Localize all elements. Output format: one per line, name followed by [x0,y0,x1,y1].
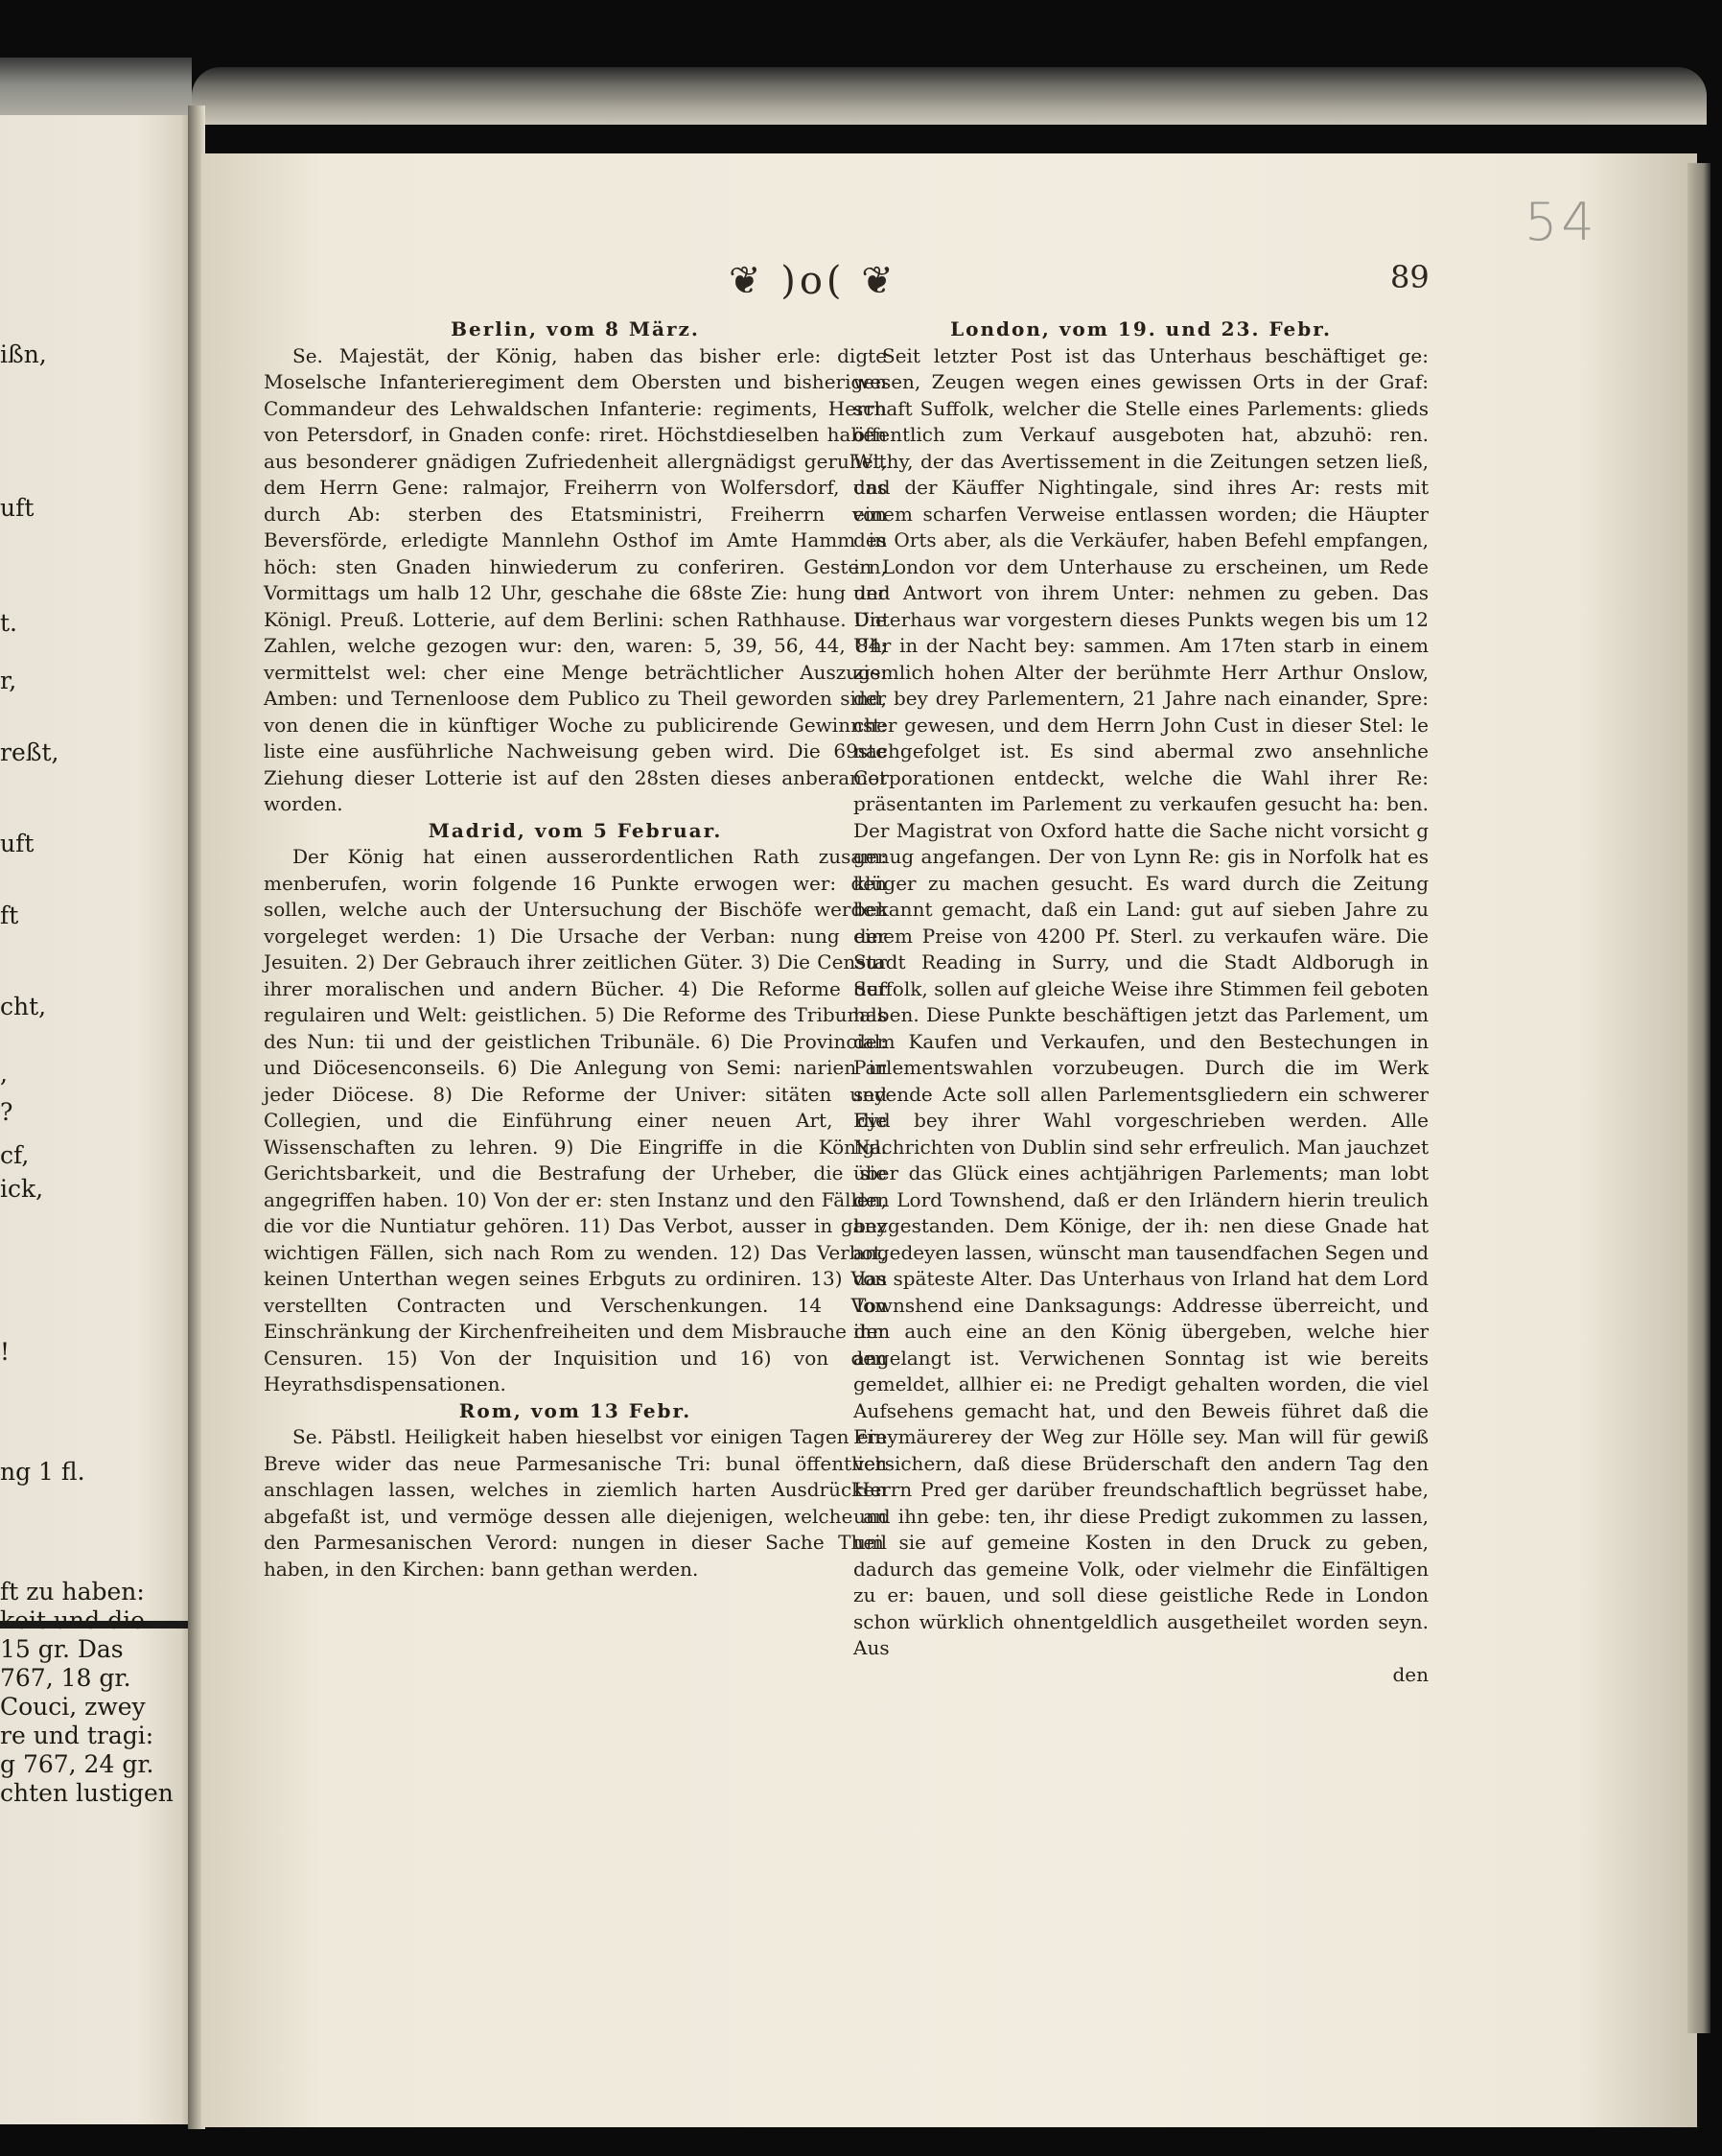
left-fragment: , [0,1060,8,1088]
left-fragment: r, [0,667,17,694]
left-fragment: reßt, [0,738,59,766]
left-fragment: ft [0,902,19,929]
article-heading: London, vom 19. und 23. Febr. [950,317,1332,340]
left-fragment: ft zu haben: [0,1578,145,1605]
previous-page-fragment [0,115,197,2124]
left-fragment: ißn, [0,340,47,368]
page-number: 89 [1390,259,1430,295]
left-fragment: keit und die [0,1606,145,1634]
left-fragment: ick, [0,1175,44,1203]
left-fragment: uft [0,830,35,857]
left-fragment: uft [0,494,35,522]
left-fragment: ? [0,1098,13,1126]
article-body: Se. Päbstl. Heiligkeit haben hieselbst vor einigen Tagen ein Breve wider das neue Parmesanische Tri: bunal öffentlich anschlagen lassen, welches in ziemlich harten Ausdrücken abgefaßt ist, und vermöge dessen alle diejenigen, welche an den Parmesanischen Verord: nungen in dieser Sache Theil haben, in den Kirchen: bann gethan werden. [264,1425,887,1581]
book-edge-top [192,67,1707,125]
article-body: Der König hat einen ausserordentlichen Rath zusam: menberufen, worin folgende 16 Punkte erwogen wer: den sollen, welche auch der Untersuchung der Bischöfe werden vorgeleget werden: 1) Die Ursache der Verban: nung der Jesuiten. 2) Der Gebrauch ihrer zeitlichen Güter. 3) Die Censur ihrer moralischen und andern Bücher. 4) Die Reforme der regulairen und Welt: geistlichen. 5) Die Reforme des Tribunals des Nun: tii und der geistlichen Tribunäle. 6) Die Provincial: und Diöcesenconseils. 6) Die Anlegung von Semi: narien in jeder Diöcese. 8) Die Reforme der Univer: sitäten und Collegien, und die Einführung einer neuen Art, die Wissenschaften zu lehren. 9) Die Eingriffe in die Königl. Gerichtsbarkeit, und die Bestrafung der Urheber, die sie angegriffen haben. 10) Von der er: sten Instanz und den Fällen, die vor die Nuntiatur gehören. 11) Das Verbot, ausser in ganz wichtigen Fällen, sich nach Rom zu wenden. 12) Das Verbot, keinen Unterthan wegen seines Erbguts zu ordiniren. 13) Von verstellten Contracten und Verschenkungen. 14 Von Einschränkung der Kirchenfreiheiten und dem Misbrauche der Censuren. 15) Von der Inquisition und 16) von den Heyrathsdispensationen. [264,845,887,1395]
left-fragment: ng 1 fl. [0,1458,85,1486]
left-fragment: 767, 18 gr. [0,1664,131,1692]
article-heading: Madrid, vom 5 Februar. [428,818,723,842]
page-edge-right [1687,163,1710,2033]
left-column [264,316,887,1582]
left-fragment: re und tragi: [0,1722,154,1749]
left-fragment: 15 gr. Das [0,1635,124,1663]
right-column [853,316,1429,1688]
article-body: Seit letzter Post ist das Unterhaus beschäftiget ge: wesen, Zeugen wegen eines gewissen Orts in der Graf: schaft Suffolk, welcher die Stelle eines Parlements: glieds öffentlich zum Verkauf ausgeboten hat, abzuhö: ren. Withy, der das Avertissement in die Zeitungen setzen ließ, und der Käuffer Nightingale, sind ihres Ar: rests mit einem scharfen Verweise entlassen worden; die Häupter des Orts aber, als die Verkäufer, haben Befehl empfangen, in London vor dem Unterhause zu erscheinen, um Rede und Antwort von ihrem Unter: nehmen zu geben. Das Unterhaus war vorgestern dieses Punkts wegen bis um 12 Uhr in der Nacht bey: sammen. Am 17ten starb in einem ziemlich hohen Alter der berühmte Herr Arthur Onslow, der bey drey Parlementern, 21 Jahre nach einander, Spre: cher gewesen, und dem Herrn John Cust in dieser Stel: le nachgefolget ist. Es sind abermal zwo ansehnliche Corporationen entdeckt, welche die Wahl ihrer Re: präsentanten im Parlement zu verkaufen gesucht ha: ben. Der Magistrat von Oxford hatte die Sache nicht vorsicht g genug angefangen. Der von Lynn Re: gis in Norfolk hat es klüger zu machen gesucht. Es ward durch die Zeitung bekannt gemacht, daß ein Land: gut auf sieben Jahre zu einem Preise von 4200 Pf. Sterl. zu verkaufen wäre. Die Stadt Reading in Surry, und die Stadt Aldborugh in Suffolk, sollen auf gleiche Weise ihre Stimmen feil geboten haben. Diese Punkte beschäftigen jetzt das Parlement, um dem Kaufen und Verkaufen, und den Bestechungen in Parlementswahlen vorzubeugen. Durch die im Werk seyende Acte soll allen Parlementsgliedern ein schwerer Eyd bey ihrer Wahl vorgeschrieben werden. Alle Nachrichten von Dublin sind sehr erfreulich. Man jauchzet über das Glück eines achtjährigen Parlements; man lobt den Lord Townshend, daß er den Irländern hierin treulich beygestanden. Dem Könige, der ih: nen diese Gnade hat angedeyen lassen, wünscht man tausendfachen Segen und das späteste Alter. Das Unterhaus von Irland hat dem Lord Townshend eine Danksagungs: Addresse überreicht, und ihm auch eine an den König übergeben, welche hier angelangt ist. Verwichenen Sonntag ist wie bereits gemeldet, allhier ei: ne Predigt gehalten worden, die viel Aufsehens gemacht hat, und den Beweis führet daß die Freymäurerey der Weg zur Hölle sey. Man will für gewiß versichern, daß diese Brüderschaft den andern Tag den Herrn Pred ger darüber freundschaftlich begrüsset habe, und ihn gebe: ten, ihr diese Predigt zukommen zu lassen, um sie auf gemeine Kosten in den Druck zu geben, dadurch das gemeine Volk, oder vielmehr die Einfältigen zu er: bauen, und soll diese geistliche Rede in London schon würklich ohnentgeldlich ausgetheilet worden seyn. Aus [853,343,1429,1659]
header-ornament: ❦ )o( ❦ [729,259,897,303]
article-body: Se. Majestät, der König, haben das bisher erle: digte Moselsche Infanterieregiment dem Obersten und bisherigen Commandeur des Lehwaldschen Infanterie: regiments, Herrn von Petersdorf, in Gnaden confe: riret. Höchstdieselben haben aus besonderer gnädigen Zufriedenheit allergnädigst geruhet, dem Herrn Gene: ralmajor, Freiherrn von Wolfersdorf, das durch Ab: sterben des Etatsministri, Freiherrn von Beversförde, erledigte Mannlehn Osthof im Amte Hamm in höch: sten Gnaden hinwiederum zu conferiren. Gestern, Vormittags um halb 12 Uhr, geschahe die 68ste Zie: hung der Königl. Preuß. Lotterie, auf dem Berlini: schen Rathhause. Die Zahlen, welche gezogen wur: den, waren: 5, 39, 56, 44, 84; vermittelst wel: cher eine Menge beträchtlicher Auszugs: Amben: und Ternenloose dem Publico zu Theil geworden sind, von denen die in künftiger Woche zu publicirende Gewinnst: liste eine ausführliche Nachweisung geben wird. Die 69ste Ziehung dieser Lotterie ist auf den 28sten dieses anberamet worden. [264,343,887,815]
left-fragment: cf, [0,1141,30,1169]
margin-note: 54 [1524,192,1598,252]
left-fragment: Couci, zwey [0,1693,146,1721]
left-fragment: chten lustigen [0,1779,174,1807]
left-fragment: cht, [0,993,47,1020]
catchword: den [1392,1662,1429,1686]
left-fragment: ! [0,1338,11,1366]
left-fragment: g 767, 24 gr. [0,1750,154,1778]
left-fragment: t. [0,609,17,637]
article-heading: Berlin, vom 8 März. [451,317,700,340]
article-heading: Rom, vom 13 Febr. [458,1398,692,1422]
